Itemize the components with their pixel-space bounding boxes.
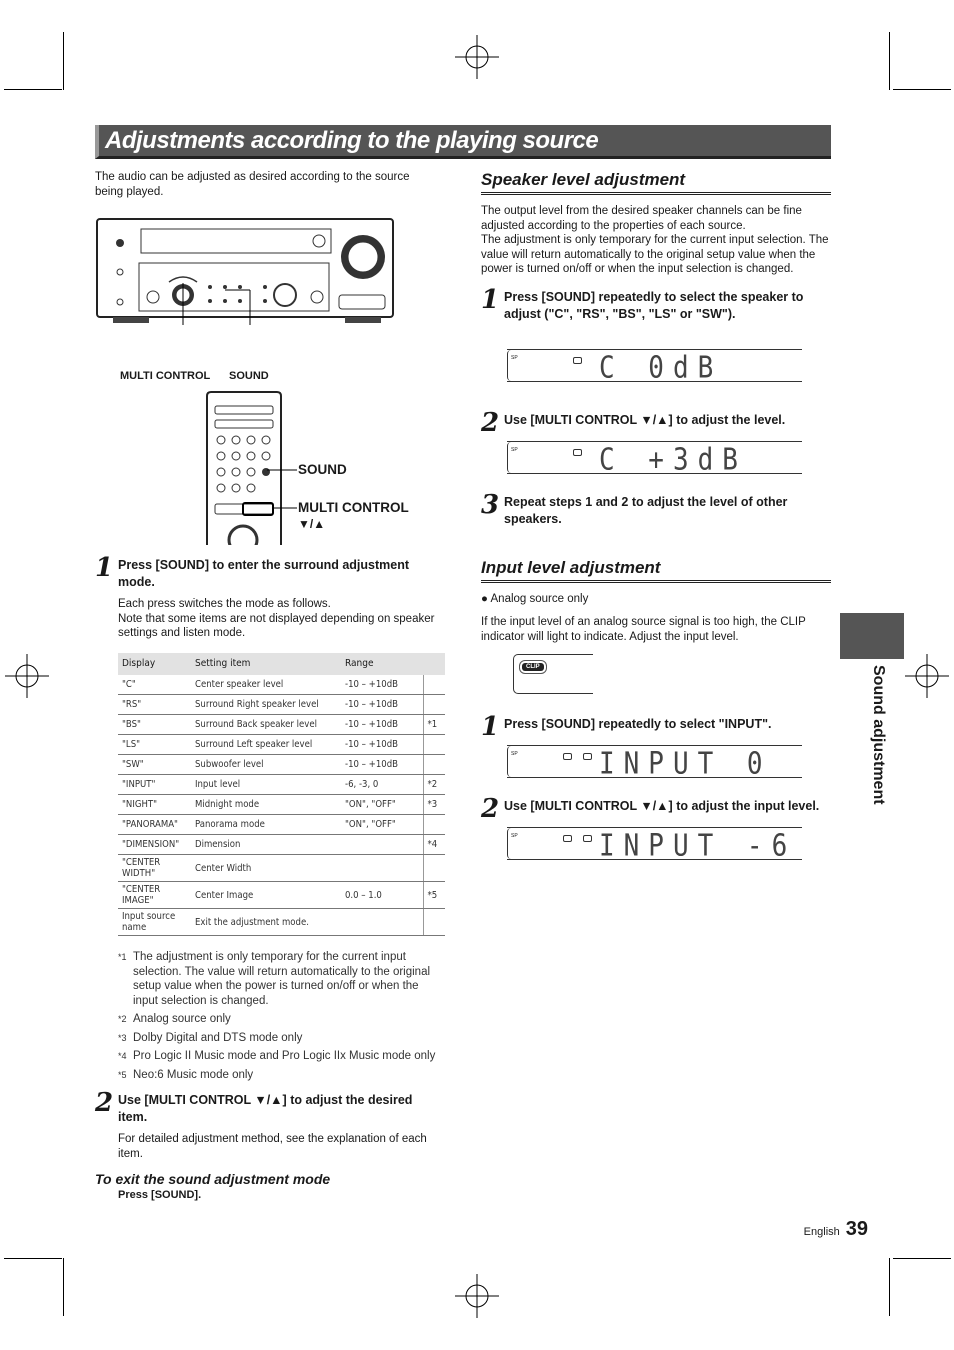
table-row: [118, 715, 445, 735]
footnotes: [118, 950, 438, 1082]
table-cell-display: "DIMENSION": [118, 835, 191, 855]
input-step-2: [481, 794, 831, 824]
left-step-2: [95, 1088, 445, 1161]
input-level-heading: Input level adjustment: [481, 558, 831, 583]
crop-mark: [4, 1258, 62, 1259]
col-header-note: [423, 653, 445, 675]
input-bullet: ● Analog source only: [481, 592, 589, 605]
footnote-text: Neo:6 Music mode only: [133, 1068, 254, 1081]
table-cell-display: "BS": [118, 715, 191, 735]
step-text: Use [MULTI CONTROL ▼/▲] to adjust the desired item.: [118, 1093, 413, 1124]
footnote-mark: *2: [118, 1014, 127, 1024]
col-header-display: Display: [118, 653, 191, 675]
section-tab-label: [868, 665, 888, 825]
table-row: [118, 909, 445, 936]
lcd-display: [507, 827, 802, 864]
crop-mark: [63, 32, 64, 90]
footnote-text: Analog source only: [133, 1013, 231, 1025]
table-cell-item: Subwoofer level: [191, 755, 341, 775]
table-row: [118, 735, 445, 755]
table-cell-display: "SW": [118, 755, 191, 775]
step-body: Each press switches the mode as follows. Note that some items are not displayed depending on speaker settings and listen mode.: [118, 598, 435, 639]
col-header-setting: Setting item: [191, 653, 341, 675]
table-row: [118, 795, 445, 815]
registration-mark: [905, 654, 949, 698]
intro-text: The audio can be adjusted as desired according to the source being played.: [95, 171, 410, 198]
table-cell-range: [341, 909, 423, 936]
registration-mark: [5, 654, 49, 698]
crop-mark: [63, 1258, 64, 1316]
table-row: [118, 675, 445, 695]
table-row: [118, 835, 445, 855]
col-header-range: Range: [341, 653, 423, 675]
crop-mark: [889, 32, 890, 90]
lcd-text: C 0dB: [599, 350, 723, 385]
step-number: 2: [481, 794, 500, 824]
lcd-text: C +3dB: [599, 442, 747, 477]
registration-mark: [455, 1274, 499, 1318]
left-step-1: [95, 553, 445, 641]
crop-mark: [893, 89, 951, 90]
speaker-body: The output level from the desired speaker channels can be fine adjusted according to the properties of each source. The adjustment is only temporary for the current input selection. The value will return automatically to the original setup value when the power is turned on/off or when the input selection is changed.: [481, 205, 829, 275]
table-cell-display: Input source name: [118, 909, 191, 936]
lcd-indicator: [573, 357, 582, 364]
table-cell-item: Center Width: [191, 855, 341, 882]
registration-mark: [455, 35, 499, 79]
exit-text: Press [SOUND].: [118, 1189, 202, 1201]
table-cell-item: Panorama mode: [191, 815, 341, 835]
remote-illustration: [95, 390, 445, 545]
speaker-step-2: [481, 407, 831, 438]
clip-indicator-illustration: [513, 654, 593, 694]
table-cell-note: [423, 909, 445, 936]
table-cell-range: "ON", "OFF": [341, 795, 423, 815]
table-cell-item: Input level: [191, 775, 341, 795]
table-row: [118, 855, 445, 882]
step-number: 2: [95, 1088, 114, 1118]
footnote-mark: *4: [118, 1051, 127, 1061]
crop-mark: [889, 1258, 890, 1316]
table-cell-display: "RS": [118, 695, 191, 715]
lcd-display: [507, 441, 802, 477]
footnote: [118, 950, 438, 1008]
table-cell-display: "LS": [118, 735, 191, 755]
lcd-indicator: [563, 835, 572, 842]
table-cell-note: *3: [423, 795, 445, 815]
footnote-text: Dolby Digital and DTS mode only: [133, 1031, 303, 1044]
remote-label-sound: SOUND: [298, 462, 347, 477]
table-cell-note: [423, 735, 445, 755]
table-cell-item: Exit the adjustment mode.: [191, 909, 341, 936]
remote-label-multi-control: MULTI CONTROL: [298, 500, 409, 515]
table-cell-range: [341, 835, 423, 855]
label-sound: SOUND: [229, 370, 269, 382]
footnote-mark: *5: [118, 1069, 127, 1080]
table-cell-display: "PANORAMA": [118, 815, 191, 835]
step-number: 1: [481, 712, 500, 742]
step-text: Press [SOUND] to enter the surround adjustment mode.: [118, 558, 410, 589]
receiver-illustration: [95, 217, 445, 382]
footnote: [118, 1031, 438, 1046]
lcd-indicator: [583, 835, 592, 842]
table-cell-note: *4: [423, 835, 445, 855]
step-text: Press [SOUND] repeatedly to select the speaker to adjust ("C", "RS", "BS", "LS" or "SW").: [504, 289, 804, 321]
table-cell-item: Surround Back speaker level: [191, 715, 341, 735]
speaker-step-3: [481, 489, 831, 528]
table-cell-range: -10 – +10dB: [341, 755, 423, 775]
footer-language: English: [803, 1226, 840, 1238]
table-header-row: [118, 653, 445, 675]
table-cell-range: -6, -3, 0: [341, 775, 423, 795]
table-cell-note: [423, 855, 445, 882]
clip-indicator: CLIP: [522, 663, 544, 671]
lcd-text: INPUT -6: [599, 829, 797, 864]
lcd-sp-indicator: SP: [511, 833, 518, 839]
page-title: Adjustments according to the playing source: [105, 127, 599, 154]
step-body: For detailed adjustment method, see the explanation of each item.: [118, 1133, 427, 1160]
footnote-text: The adjustment is only temporary for the current input selection. The value will return automatically to the original setup value when the power is turned on/off or when the input selection is changed.: [133, 951, 431, 1007]
step-text: Repeat steps 1 and 2 to adjust the level of other speakers.: [504, 494, 788, 526]
step-number: 1: [481, 284, 500, 315]
section-tab-text: Sound adjustment: [870, 665, 887, 805]
table-row: [118, 775, 445, 795]
step-number: 2: [481, 407, 500, 438]
footnote: [118, 1012, 438, 1027]
speaker-level-heading: Speaker level adjustment: [481, 170, 831, 195]
footnote-text: Pro Logic II Music mode and Pro Logic IIx Music mode only: [133, 1050, 436, 1062]
page-title-bar: [95, 125, 831, 159]
table-cell-note: [423, 815, 445, 835]
table-cell-item: Center speaker level: [191, 675, 341, 695]
lcd-sp-indicator: SP: [511, 446, 518, 453]
step-text: Use [MULTI CONTROL ▼/▲] to adjust the input level.: [504, 799, 820, 813]
step-number: 3: [481, 489, 500, 520]
table-cell-range: 0.0 – 1.0: [341, 882, 423, 909]
table-cell-range: [341, 855, 423, 882]
table-row: [118, 815, 445, 835]
lcd-indicator: [573, 449, 582, 456]
crop-mark: [893, 1258, 951, 1259]
table-row: [118, 695, 445, 715]
step-number: 1: [95, 553, 114, 583]
speaker-step-1: [481, 284, 831, 323]
right-column: [481, 170, 831, 864]
table-cell-display: "CENTER WIDTH": [118, 855, 191, 882]
table-cell-item: Dimension: [191, 835, 341, 855]
label-multi-control: MULTI CONTROL: [120, 370, 211, 382]
table-cell-note: *1: [423, 715, 445, 735]
table-cell-display: "C": [118, 675, 191, 695]
table-cell-display: "INPUT": [118, 775, 191, 795]
table-cell-range: "ON", "OFF": [341, 815, 423, 835]
left-column: [95, 170, 445, 1201]
footnote-mark: *1: [118, 952, 127, 962]
page-footer: [804, 1218, 868, 1241]
lcd-display: [507, 349, 802, 385]
table-cell-item: Surround Right speaker level: [191, 695, 341, 715]
remote-label-arrows: ▼/▲: [298, 517, 326, 531]
crop-mark: [4, 89, 62, 90]
page-number: 39: [845, 1218, 868, 1240]
table-cell-item: Center Image: [191, 882, 341, 909]
table-cell-note: [423, 755, 445, 775]
table-cell-range: -10 – +10dB: [341, 675, 423, 695]
lcd-text: INPUT 0: [599, 747, 772, 782]
table-cell-note: *5: [423, 882, 445, 909]
section-tab: [840, 613, 904, 659]
table-cell-range: -10 – +10dB: [341, 695, 423, 715]
step-text: Press [SOUND] repeatedly to select "INPUT".: [504, 717, 772, 731]
step-text: Use [MULTI CONTROL ▼/▲] to adjust the level.: [504, 412, 786, 427]
table-cell-range: -10 – +10dB: [341, 715, 423, 735]
settings-table: [118, 653, 445, 937]
table-cell-display: "NIGHT": [118, 795, 191, 815]
table-cell-range: -10 – +10dB: [341, 735, 423, 755]
footnote: [118, 1049, 438, 1064]
input-step-1: [481, 712, 831, 742]
lcd-indicator: [563, 753, 572, 760]
lcd-display: [507, 745, 802, 782]
input-body: If the input level of an analog source signal is too high, the CLIP indicator will light to indicate. Adjust the input level.: [481, 616, 806, 643]
footnote-mark: *3: [118, 1032, 127, 1043]
table-cell-note: *2: [423, 775, 445, 795]
footnote: [118, 1068, 438, 1083]
exit-heading: To exit the sound adjustment mode: [95, 1171, 331, 1187]
lcd-sp-indicator: SP: [511, 751, 518, 757]
table-cell-item: Midnight mode: [191, 795, 341, 815]
table-cell-item: Surround Left speaker level: [191, 735, 341, 755]
table-row: [118, 882, 445, 909]
receiver-front-panel: [95, 217, 405, 329]
table-cell-display: "CENTER IMAGE": [118, 882, 191, 909]
table-body: [118, 675, 445, 936]
lcd-sp-indicator: SP: [511, 354, 518, 361]
lcd-indicator: [583, 753, 592, 760]
table-cell-note: [423, 695, 445, 715]
table-cell-note: [423, 675, 445, 695]
table-row: [118, 755, 445, 775]
